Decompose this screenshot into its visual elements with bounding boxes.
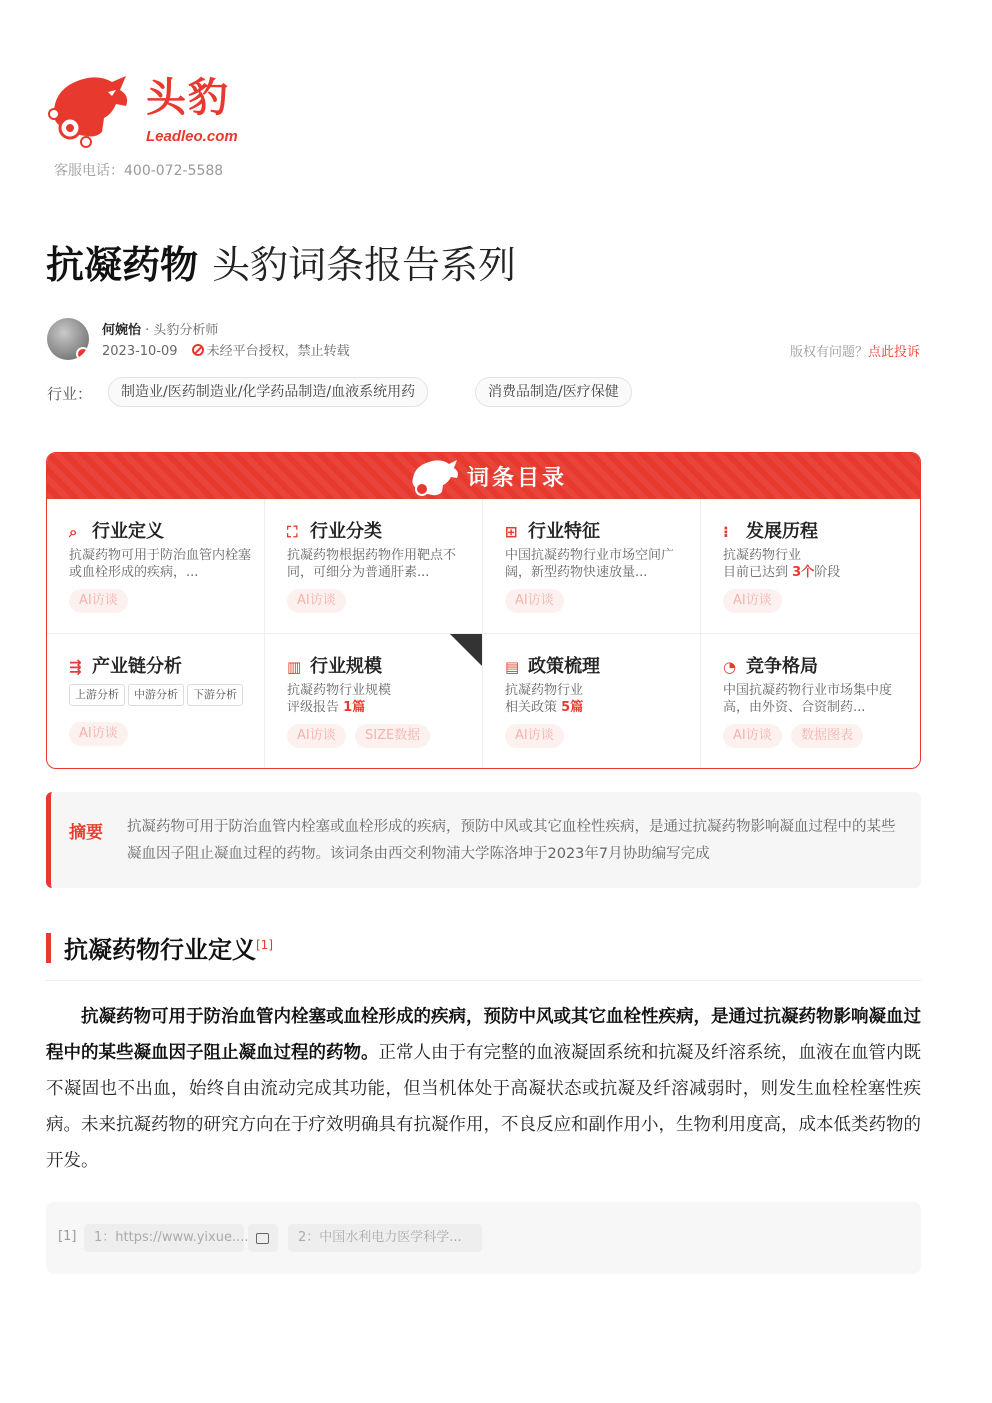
ai-interview-pill[interactable]: AI访谈	[505, 589, 564, 613]
ref-link[interactable]: 2：中国水利电力医学科学...	[288, 1224, 482, 1252]
section-marker	[46, 933, 51, 963]
ai-interview-pill[interactable]: AI访谈	[69, 589, 128, 613]
ai-interview-pill[interactable]: AI访谈	[287, 724, 346, 748]
section-title-text: 抗凝药物行业定义	[64, 936, 256, 964]
ai-interview-pill[interactable]: AI访谈	[723, 724, 782, 748]
definition-icon: ⌕	[69, 523, 78, 541]
document-icon: ▤	[505, 658, 520, 676]
toc-cell-classification[interactable]	[265, 499, 483, 634]
upstream-chip[interactable]: 上游分析	[69, 684, 125, 706]
ban-icon	[192, 344, 204, 356]
timeline-icon: ⁝	[723, 523, 729, 541]
ai-interview-pill[interactable]: AI访谈	[69, 722, 128, 746]
copy-notice: 未经平台授权，禁止转载	[206, 344, 350, 359]
toc-cell-desc: 中国抗凝药物行业市场集中度高，由外资、合资制药...	[723, 683, 893, 715]
title-main: 抗凝药物	[46, 243, 199, 287]
report-link[interactable]: 点此投诉	[867, 345, 920, 360]
leopard-logo-icon	[46, 70, 136, 150]
star-badge-icon	[450, 634, 482, 666]
highlight-count: 3个	[792, 565, 815, 580]
toc-cell-competition[interactable]	[701, 634, 921, 769]
section-body	[46, 999, 921, 1179]
desc-line: 评级报告	[287, 700, 340, 715]
desc-line: 抗凝药物行业	[505, 683, 584, 698]
toc-title: 词条目录	[467, 466, 568, 491]
toc-cell-title: 行业定义	[92, 521, 164, 542]
toc-cell-title: 发展历程	[746, 521, 818, 542]
avatar-badge-icon	[76, 347, 89, 360]
industry-label: 行业：	[47, 385, 93, 403]
industry-tag[interactable]: 消费品制造/医疗保健	[475, 377, 632, 407]
toc-cell-desc	[505, 682, 690, 716]
author-line	[102, 319, 218, 338]
references-box	[46, 1202, 921, 1274]
section-divider	[46, 980, 921, 981]
body-bold: 抗凝药物可用于防治血管内栓塞或血栓形成的疾病，预防中风或其它血栓性疾病，是通过抗凝药物影响凝血过程中的某些凝血因子阻止凝血过程的药物。	[46, 1007, 921, 1063]
abstract-label: 摘要	[69, 823, 103, 843]
toc-panel	[46, 452, 921, 769]
desc-line: 目前已达到	[723, 565, 789, 580]
toc-cell-features[interactable]	[483, 499, 701, 634]
external-link-icon[interactable]	[248, 1224, 278, 1252]
bar-chart-icon: ▥	[287, 658, 302, 676]
brand-logo[interactable]	[46, 70, 246, 150]
pie-chart-icon: ◔	[723, 658, 737, 676]
midstream-chip[interactable]: 中游分析	[128, 684, 184, 706]
toc-cell-history[interactable]	[701, 499, 921, 634]
size-data-pill[interactable]: SIZE数据	[355, 724, 430, 748]
chain-icon: ⇶	[69, 658, 82, 676]
toc-cell-desc: 抗凝药物根据药物作用靶点不同，可细分为普通肝素...	[287, 548, 457, 580]
author-role: · 头豹分析师	[141, 323, 219, 338]
leopard-icon	[407, 456, 463, 498]
date-line	[102, 340, 350, 359]
avatar[interactable]	[47, 318, 89, 360]
desc-line: 抗凝药物行业	[723, 548, 802, 563]
toc-cell-title: 竞争格局	[746, 656, 818, 677]
highlight-count: 5篇	[561, 700, 584, 715]
toc-cell-title: 产业链分析	[92, 656, 182, 677]
title-series: 头豹词条报告系列	[212, 243, 517, 287]
copyright-question: 版权有问题？	[789, 345, 868, 360]
section-title	[64, 930, 273, 965]
toc-cell-title: 行业分类	[310, 521, 382, 542]
downstream-chip[interactable]: 下游分析	[187, 684, 243, 706]
abstract-text: 抗凝药物可用于防治血管内栓塞或血栓形成的疾病，预防中风或其它血栓性疾病，是通过抗凝药物影响凝血过程中的某些凝血因子阻止凝血过程的药物。该词条由西交利物浦大学陈洛坤于2023年7月协助编写完成	[127, 819, 896, 862]
toc-cell-chain[interactable]	[47, 634, 265, 769]
page-title	[46, 240, 516, 290]
toc-cell-desc	[287, 682, 472, 716]
section-ref-link[interactable]: [1]	[256, 938, 273, 952]
brand-name: 头豹	[146, 75, 230, 121]
ref-number: [1]	[58, 1229, 77, 1244]
abstract-box	[46, 792, 921, 888]
ai-interview-pill[interactable]: AI访谈	[723, 589, 782, 613]
brand-domain: Leadleo.com	[146, 128, 238, 145]
data-chart-pill[interactable]: 数据图表	[791, 724, 863, 748]
author-name[interactable]: 何婉怡	[102, 323, 142, 338]
toc-cell-desc: 中国抗凝药物行业市场空间广阔，新型药物快速放量...	[505, 548, 675, 580]
industry-tag[interactable]: 制造业/医药制造业/化学药品制造/血液系统用药	[108, 377, 428, 407]
toc-cell-desc	[723, 547, 908, 581]
hotline: 客服电话：400-072-5588	[54, 163, 224, 179]
body-rest: 正常人由于有完整的血液凝固系统和抗凝及纤溶系统，血液在血管内既不凝固也不出血，始终自由流动完成其功能，但当机体处于高凝状态或抗凝及纤溶减弱时，则发生血栓栓塞性疾病。未来抗凝药物的研究方向在于疗效明确具有抗凝作用，不良反应和副作用小，生物利用度高，成本低类药物的开发。	[46, 1043, 921, 1171]
toc-cell-scale[interactable]	[265, 634, 483, 769]
toc-cell-title: 行业特征	[528, 521, 600, 542]
chip-icon: ⊞	[505, 523, 518, 541]
desc-line: 抗凝药物行业规模	[287, 683, 392, 698]
toc-grid	[47, 499, 921, 769]
toc-cell-title: 行业规模	[310, 656, 382, 677]
publish-date: 2023-10-09	[102, 344, 178, 359]
ai-interview-pill[interactable]: AI访谈	[287, 589, 346, 613]
ai-interview-pill[interactable]: AI访谈	[505, 724, 564, 748]
desc-line: 相关政策	[505, 700, 558, 715]
toc-cell-definition[interactable]	[47, 499, 265, 634]
ref-link[interactable]: 1：https://www.yixue....	[84, 1224, 244, 1252]
hierarchy-icon: ⛶	[287, 523, 298, 541]
toc-header	[47, 453, 920, 499]
toc-cell-policy[interactable]	[483, 634, 701, 769]
toc-cell-desc: 抗凝药物可用于防治血管内栓塞或血栓形成的疾病，...	[69, 548, 252, 580]
copyright-notice	[790, 341, 920, 360]
highlight-count: 1篇	[343, 700, 366, 715]
toc-cell-title: 政策梳理	[528, 656, 600, 677]
desc-line: 阶段	[814, 565, 841, 580]
